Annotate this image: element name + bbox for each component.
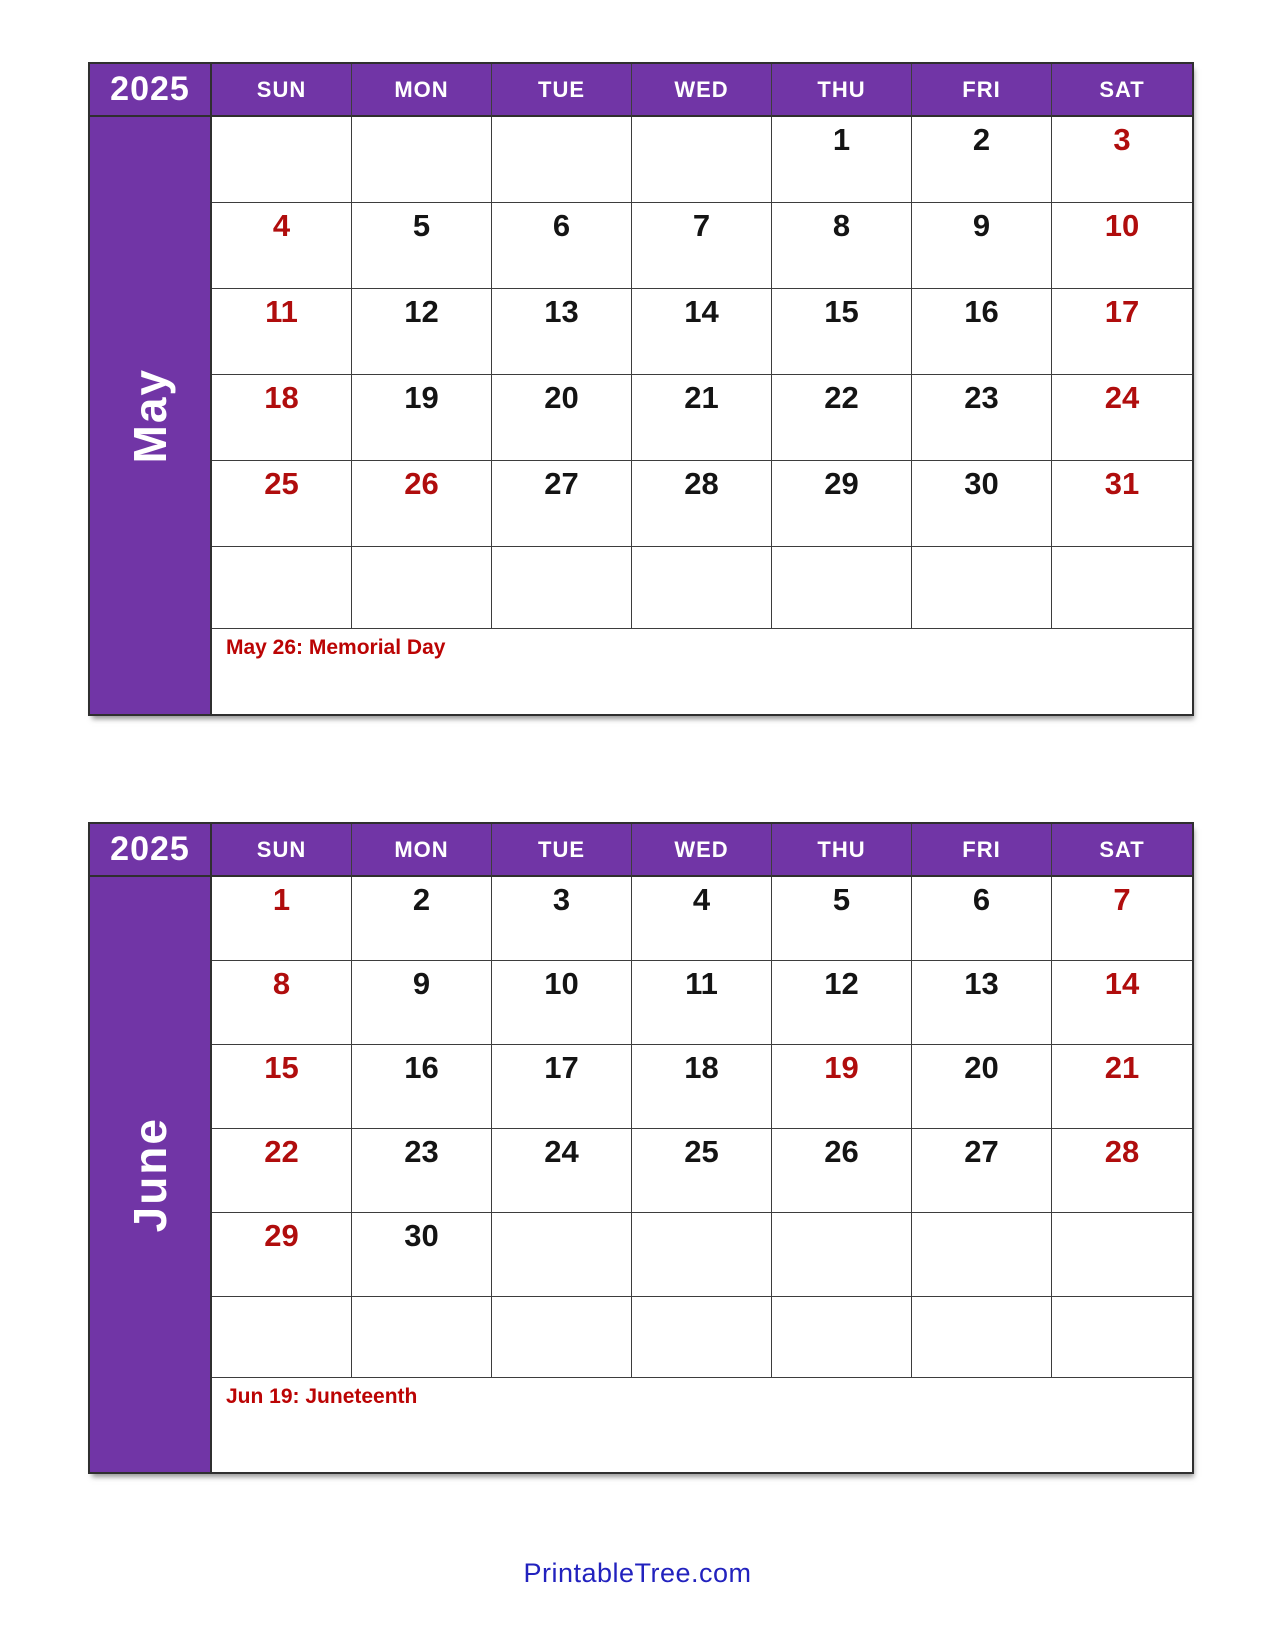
- date-cell: 7: [1052, 877, 1192, 961]
- empty-date-cell: [212, 1297, 352, 1378]
- date-cell: 24: [492, 1129, 632, 1213]
- weekday-header-tue: TUE: [492, 64, 632, 117]
- empty-date-cell: [772, 1297, 912, 1378]
- date-cell: 13: [912, 961, 1052, 1045]
- weekday-header-thu: THU: [772, 64, 912, 117]
- date-cell: 22: [772, 375, 912, 461]
- month-label: June: [124, 1116, 176, 1233]
- date-cell: 3: [1052, 117, 1192, 203]
- date-cell: 23: [912, 375, 1052, 461]
- date-cell: 30: [912, 461, 1052, 547]
- date-cell: 4: [632, 877, 772, 961]
- date-cell: 23: [352, 1129, 492, 1213]
- printabletree-link[interactable]: PrintableTree.com: [523, 1558, 752, 1588]
- date-cell: 29: [212, 1213, 352, 1297]
- weekday-header-mon: MON: [352, 824, 492, 877]
- date-cell: 16: [352, 1045, 492, 1129]
- empty-date-cell: [632, 1297, 772, 1378]
- date-cell: 15: [212, 1045, 352, 1129]
- date-cell: 1: [212, 877, 352, 961]
- date-cell: 9: [352, 961, 492, 1045]
- calendar-may-2025: [88, 62, 1194, 716]
- date-cell: 2: [352, 877, 492, 961]
- empty-date-cell: [1052, 1297, 1192, 1378]
- calendar-june-2025: [88, 822, 1194, 1474]
- date-cell: 14: [632, 289, 772, 375]
- date-cell: 12: [352, 289, 492, 375]
- weekday-header-sun: SUN: [212, 824, 352, 877]
- date-cell: 28: [1052, 1129, 1192, 1213]
- empty-date-cell: [912, 1297, 1052, 1378]
- weekday-header-sun: SUN: [212, 64, 352, 117]
- date-cell: 6: [492, 203, 632, 289]
- weekday-header-sat: SAT: [1052, 64, 1192, 117]
- empty-date-cell: [492, 117, 632, 203]
- month-sidebar: [90, 877, 212, 1472]
- weekday-header-fri: FRI: [912, 64, 1052, 117]
- empty-date-cell: [1052, 1213, 1192, 1297]
- date-cell: 15: [772, 289, 912, 375]
- empty-date-cell: [492, 1213, 632, 1297]
- empty-date-cell: [212, 117, 352, 203]
- date-cell: 29: [772, 461, 912, 547]
- date-cell: 3: [492, 877, 632, 961]
- date-cell: 10: [492, 961, 632, 1045]
- date-cell: 8: [212, 961, 352, 1045]
- year-label: 2025: [90, 64, 212, 117]
- year-label: 2025: [90, 824, 212, 877]
- date-cell: 11: [632, 961, 772, 1045]
- empty-date-cell: [1052, 547, 1192, 629]
- date-cell: 1: [772, 117, 912, 203]
- empty-date-cell: [912, 547, 1052, 629]
- weekday-header-tue: TUE: [492, 824, 632, 877]
- empty-date-cell: [632, 117, 772, 203]
- date-cell: 13: [492, 289, 632, 375]
- empty-date-cell: [772, 547, 912, 629]
- date-cell: 16: [912, 289, 1052, 375]
- date-cell: 26: [352, 461, 492, 547]
- date-cell: 18: [632, 1045, 772, 1129]
- weekday-header-fri: FRI: [912, 824, 1052, 877]
- date-cell: 17: [1052, 289, 1192, 375]
- date-cell: 27: [912, 1129, 1052, 1213]
- empty-date-cell: [212, 547, 352, 629]
- date-cell: 28: [632, 461, 772, 547]
- date-cell: 10: [1052, 203, 1192, 289]
- date-cell: 18: [212, 375, 352, 461]
- date-cell: 4: [212, 203, 352, 289]
- date-cell: 11: [212, 289, 352, 375]
- date-cell: 27: [492, 461, 632, 547]
- date-cell: 25: [632, 1129, 772, 1213]
- date-cell: 12: [772, 961, 912, 1045]
- date-cell: 8: [772, 203, 912, 289]
- empty-date-cell: [352, 117, 492, 203]
- date-cell: 19: [352, 375, 492, 461]
- empty-date-cell: [772, 1213, 912, 1297]
- date-cell: 25: [212, 461, 352, 547]
- holiday-note: May 26: Memorial Day: [212, 629, 1192, 714]
- empty-date-cell: [912, 1213, 1052, 1297]
- empty-date-cell: [632, 1213, 772, 1297]
- empty-date-cell: [632, 547, 772, 629]
- date-cell: 7: [632, 203, 772, 289]
- date-cell: 31: [1052, 461, 1192, 547]
- date-cell: 24: [1052, 375, 1192, 461]
- date-cell: 5: [772, 877, 912, 961]
- empty-date-cell: [492, 1297, 632, 1378]
- empty-date-cell: [492, 547, 632, 629]
- date-cell: 22: [212, 1129, 352, 1213]
- empty-date-cell: [352, 1297, 492, 1378]
- date-cell: 21: [632, 375, 772, 461]
- date-cell: 30: [352, 1213, 492, 1297]
- weekday-header-wed: WED: [632, 64, 772, 117]
- weekday-header-wed: WED: [632, 824, 772, 877]
- date-cell: 14: [1052, 961, 1192, 1045]
- date-cell: 26: [772, 1129, 912, 1213]
- date-cell: 21: [1052, 1045, 1192, 1129]
- date-cell: 17: [492, 1045, 632, 1129]
- date-cell: 6: [912, 877, 1052, 961]
- date-cell: 2: [912, 117, 1052, 203]
- weekday-header-sat: SAT: [1052, 824, 1192, 877]
- date-cell: 9: [912, 203, 1052, 289]
- month-label: May: [124, 367, 176, 464]
- month-sidebar: [90, 117, 212, 714]
- weekday-header-thu: THU: [772, 824, 912, 877]
- date-cell: 5: [352, 203, 492, 289]
- date-cell: 20: [912, 1045, 1052, 1129]
- date-cell: 20: [492, 375, 632, 461]
- holiday-note: Jun 19: Juneteenth: [212, 1378, 1192, 1472]
- weekday-header-mon: MON: [352, 64, 492, 117]
- empty-date-cell: [352, 547, 492, 629]
- date-cell: 19: [772, 1045, 912, 1129]
